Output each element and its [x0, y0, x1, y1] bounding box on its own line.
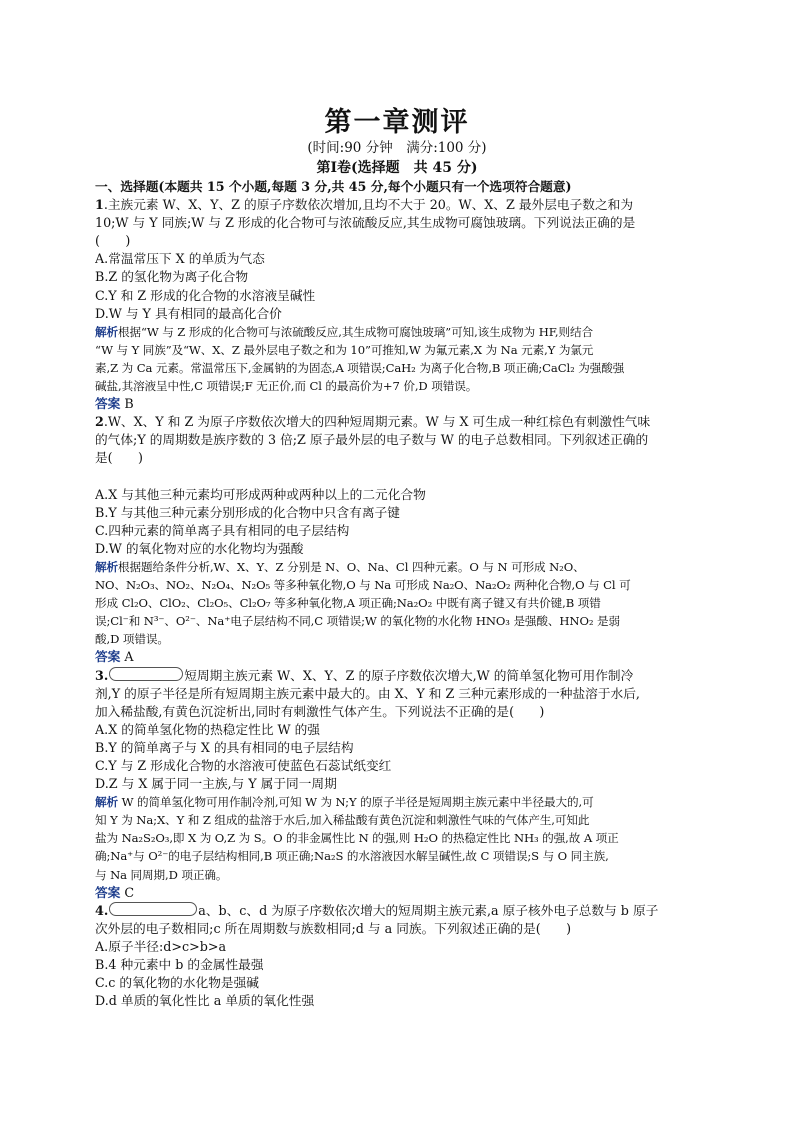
explanation-text: 盐为 Na₂S₂O₃,即 X 为 O,Z 为 S。O 的非金属性比 N 的强,则 H₂O 的热稳定性比 NH₃ 的强,故 A 项正: [95, 831, 619, 846]
explanation-label: 解析: [95, 324, 118, 339]
answer-label: 答案: [95, 884, 121, 900]
option-c: C.Y 和 Z 形成的化合物的水溶液呈碱性: [95, 287, 316, 303]
question-number: 3: [95, 667, 104, 683]
answer-label: 答案: [95, 396, 121, 412]
option-a: A.常温常压下 X 的单质为气态: [95, 251, 265, 267]
question-4: 4. a、b、c、d 为原子序数依次增大的短周期主族元素,a 原子核外电子总数与 b 原子 次外层的电子数相同;c 所在周期数与族数相同;d 与 a 同族。下列叙述正确的是( ) A.原子半径:d>c>b>a B.4 种元素中 b 的金属性最强 C.c 的氧化物的水化物是强碱 D.d 单质的氧化性比 a 单质的氧化性强: [95, 902, 697, 1011]
question-stem: 剂,Y 的原子半径是所有短周期主族元素中最大的。由 X、Y 和 Z 三种元素形成的一种盐溶于水后,: [95, 685, 640, 701]
content-body: [95, 178, 697, 1010]
explanation-text: 素,Z 为 Ca 元素。常温常压下,金属钠的为固态,A 项错误;CaH₂ 为离子化合物,B 项正确;CaCl₂ 为强酸强: [95, 360, 625, 375]
answer-label: 答案: [95, 649, 121, 665]
option-d: D.W 与 Y 具有相同的最高化合价: [95, 305, 282, 321]
answer-value: C: [120, 884, 135, 900]
question-stem: a、b、c、d 为原子序数依次增大的短周期主族元素,a 原子核外电子总数与 b 原子: [198, 902, 659, 918]
question-stem: .W、X、Y 和 Z 为原子序数依次增大的四种短周期元素。W 与 X 可生成一种红棕色有刺激性气味: [103, 414, 651, 430]
blank-gap: [95, 468, 697, 486]
question-stem: ( ): [95, 233, 131, 249]
question-stem: 10;W 与 Y 同族;W 与 Z 形成的化合物可与浓硫酸反应,其生成物可腐蚀玻璃。下列说法正确的是: [95, 215, 636, 231]
option-a: A.原子半径:d>c>b>a: [95, 938, 227, 954]
explanation-text: 根据“W 与 Z 形成的化合物可与浓硫酸反应,其生成物可腐蚀玻璃”可知,该生成物为 HF,则结合: [118, 324, 593, 339]
option-b: B.Y 的简单离子与 X 的具有相同的电子层结构: [95, 739, 354, 755]
page-title: 第一章测评: [324, 107, 470, 138]
option-b: B.Z 的氢化物为离子化合物: [95, 269, 249, 285]
exam-info: (时间:90 分钟 满分:100 分): [307, 140, 487, 156]
explanation-text: 碱盐,其溶液呈中性,C 项错误;F 无正价,而 Cl 的最高价为+7 价,D 项错误。: [95, 379, 478, 394]
explanation-text: 误;Cl⁻和 N³⁻、O²⁻、Na⁺电子层结构不同,C 项错误;W 的氧化物的水化物 HNO₃ 是强酸、HNO₂ 是弱: [95, 614, 620, 629]
explanation-text: 根据题给条件分析,W、X、Y、Z 分别是 N、O、Na、Cl 四种元素。O 与 N 可形成 N₂O、: [118, 559, 585, 574]
explanation-text: 确;Na⁺与 O²⁻的电子层结构相同,B 项正确;Na₂S 的水溶液因水解呈碱性,故 C 项错误;S 与 O 同主族,: [95, 849, 609, 864]
question-stem: 是( ): [95, 450, 143, 466]
explanation-text: 与 Na 同周期,D 项正确。: [95, 867, 228, 882]
question-2: [95, 413, 697, 666]
part-heading: 一、选择题(本题共 15 个小题,每题 3 分,共 45 分,每个小题只有一个选项符合题意): [95, 179, 572, 194]
explanation-label: 解析: [95, 559, 118, 574]
explanation-text: 酸,D 项错误。: [95, 632, 169, 647]
option-d: D.d 单质的氧化性比 a 单质的氧化性强: [95, 993, 315, 1009]
explanation-text: W 的简单氢化物可用作制冷剂,可知 W 为 N;Y 的原子半径是短周期主族元素中半径最大的,可: [118, 795, 594, 810]
option-d: D.Z 与 X 属于同一主族,与 Y 属于同一周期: [95, 776, 337, 792]
explanation-text: 形成 Cl₂O、ClO₂、Cl₂O₅、Cl₂O₇ 等多种氧化物,A 项正确;Na₂O₂ 中既有离子键又有共价键,B 项错: [95, 596, 601, 611]
question-stem: 次外层的电子数相同;c 所在周期数与族数相同;d 与 a 同族。下列叙述正确的是( ): [95, 920, 572, 936]
section-heading: 第Ⅰ卷(选择题 共 45 分): [316, 160, 478, 176]
option-c: C.Y 与 Z 形成化合物的水溶液可使蓝色石蕊试纸变红: [95, 758, 392, 773]
answer-value: B: [120, 396, 134, 412]
question-number: 4: [95, 902, 104, 918]
question-stem: .主族元素 W、X、Y、Z 的原子序数依次增加,且均不大于 20。W、X、Z 最外层电子数之和为: [103, 197, 634, 213]
option-c: C.四种元素的简单离子具有相同的电子层结构: [95, 522, 350, 538]
source-tag-pill: [109, 667, 183, 681]
question-number: 1: [95, 197, 104, 213]
source-tag-pill: [109, 902, 197, 916]
explanation-text: “W 与 Y 同族”及“W、X、Z 最外层电子数之和为 10”可推知,W 为氟元素,X 为 Na 元素,Y 为氯元: [95, 342, 594, 357]
explanation-text: 知 Y 为 Na;X、Y 和 Z 组成的盐溶于水后,加入稀盐酸有黄色沉淀和刺激性气味的气体产生,可知此: [95, 813, 590, 828]
question-stem: 加入稀盐酸,有黄色沉淀析出,同时有刺激性气体产生。下列说法不正确的是( ): [95, 703, 545, 719]
explanation-text: NO、N₂O₃、NO₂、N₂O₄、N₂O₅ 等多种氧化物,O 与 Na 可形成 Na₂O、Na₂O₂ 两种化合物,O 与 Cl 可: [95, 578, 631, 593]
explanation-label: 解析: [95, 795, 118, 810]
question-3: 3. 短周期主族元素 W、X、Y、Z 的原子序数依次增大,W 的简单氢化物可用作制冷 剂,Y 的原子半径是所有短周期主族元素中最大的。由 X、Y 和 Z 三种元素形成的一种盐溶于水后, 加入稀盐酸,有黄色沉淀析出,同时有刺激性气体产生。下列说法不正确的是( ) A.X 的简单氢化物的热稳定性比 W 的强 B.Y 的简单离子与 X 的具有相同的电子层结构 C.Y 与 Z 形成化合物的水溶液可使蓝色石蕊试纸变红 D.Z 与 X 属于同一主族,与 Y 属于同一周期 解析 W 的简单氢化物可用作制冷剂,可知 W 为 N;Y 的原子半径是短周期主族元素中半径最大的,可 知 Y 为 Na;X、Y 和 Z 组成的盐溶于水后,加入稀盐酸有黄色沉淀和刺激性气味的气体产生,可知此 盐为 Na₂S₂O₃,即 X 为 O,Z 为 S。O 的非金属性比 N 的强,则 H₂O 的热稳定性比 NH₃ 的强,故 A 项正 确;Na⁺与 O²⁻的电子层结构相同,B 项正确;Na₂S 的水溶液因水解呈碱性,故 C 项错误;S 与 O 同主族, 与 Na 同周期,D 项正确。 答案 C: [95, 667, 697, 902]
option-d: D.W 的氧化物对应的水化物均为强酸: [95, 540, 304, 556]
question-number: 2: [95, 414, 104, 430]
answer-value: A: [120, 649, 134, 665]
option-a: A.X 与其他三种元素均可形成两种或两种以上的二元化合物: [95, 486, 426, 502]
option-b: B.Y 与其他三种元素分别形成的化合物中只含有离子键: [95, 504, 400, 520]
option-b: B.4 种元素中 b 的金属性最强: [95, 957, 264, 973]
question-stem: 的气体;Y 的周期数是族序数的 3 倍;Z 原子最外层的电子数与 W 的电子总数相同。下列叙述正确的: [95, 432, 649, 448]
option-c: C.c 的氧化物的水化物是强碱: [95, 975, 259, 991]
option-a: A.X 的简单氢化物的热稳定性比 W 的强: [95, 721, 320, 737]
question-1: [95, 196, 697, 413]
question-stem: 短周期主族元素 W、X、Y、Z 的原子序数依次增大,W 的简单氢化物可用作制冷: [184, 667, 634, 683]
